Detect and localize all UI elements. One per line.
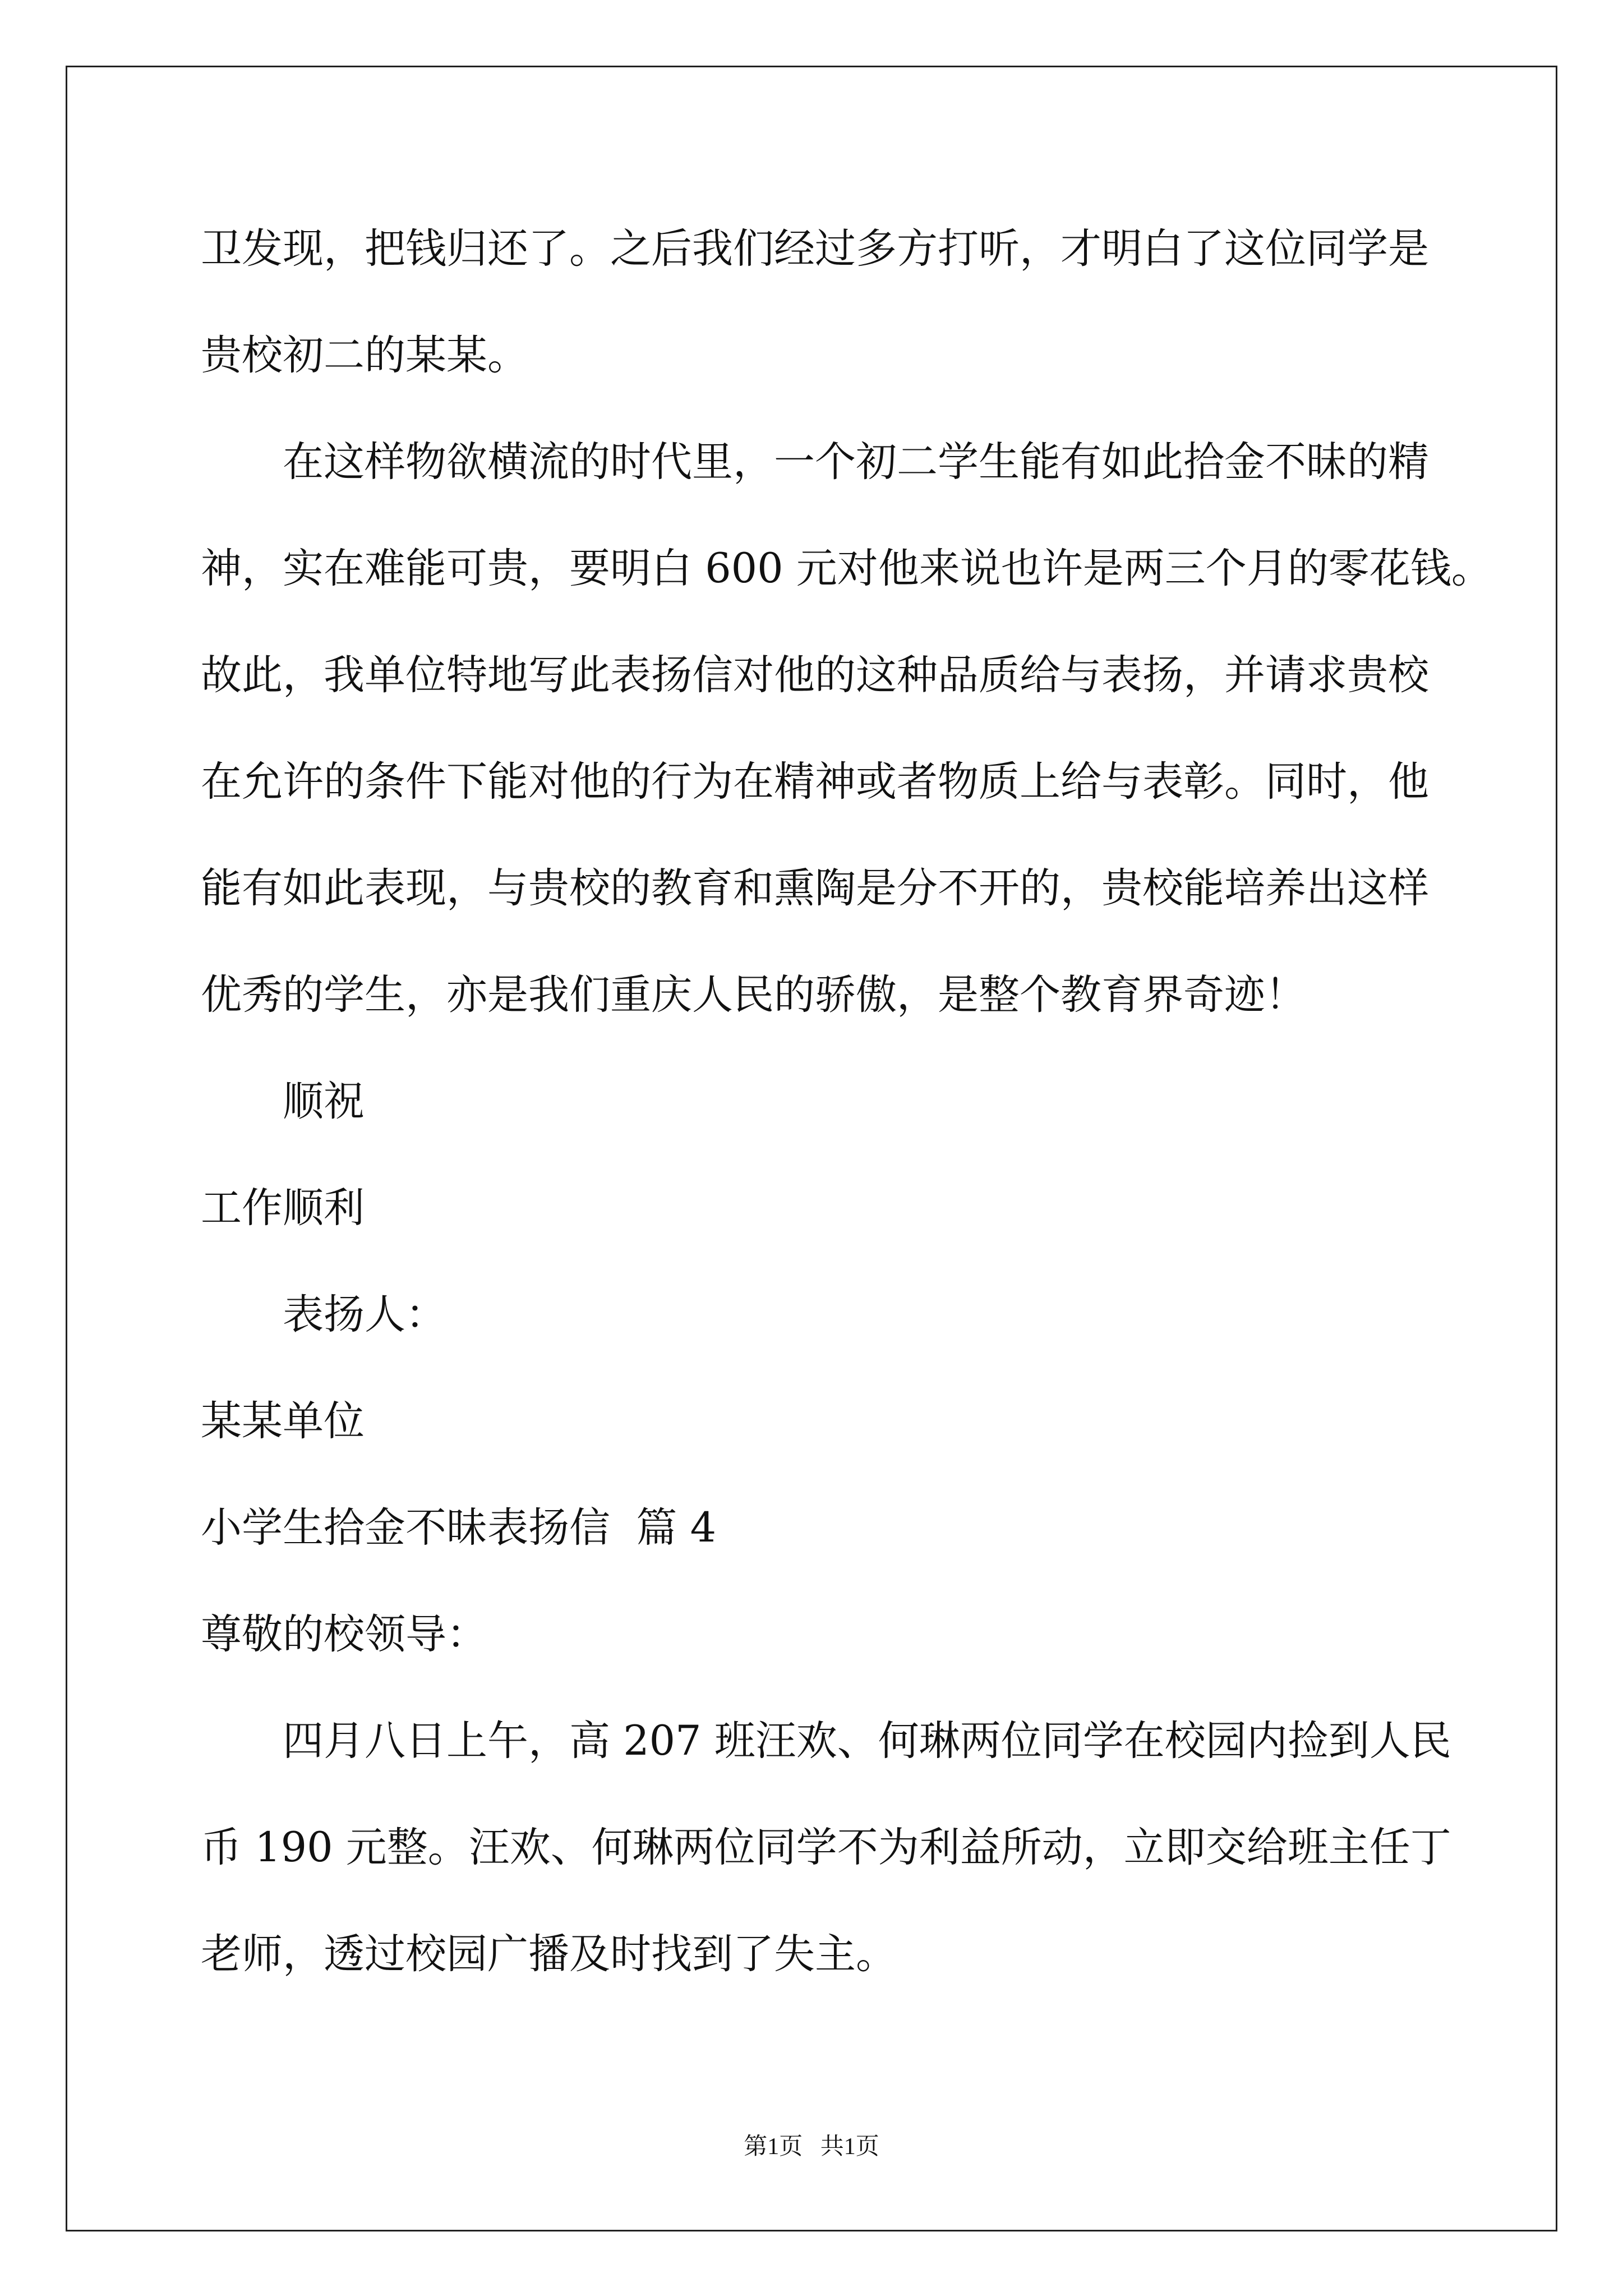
body-line: 四月八日上午，高 207 班汪欢、何琳两位同学在校园内捡到人民	[283, 1717, 1451, 1765]
body-line: 币 190 元整。汪欢、何琳两位同学不为利益所动，立即交给班主任丁	[201, 1824, 1451, 1871]
signer-label: 表扬人：	[283, 1291, 446, 1338]
body-line: 故此，我单位特地写此表扬信对他的这种品质给与表扬，并请求贵校	[201, 651, 1429, 699]
footer-page-indicator: 第1页 共1页	[744, 2134, 879, 2160]
closing-salutation: 顺祝	[283, 1078, 365, 1125]
body-line: 优秀的学生，亦是我们重庆人民的骄傲，是整个教育界奇迹！	[201, 971, 1306, 1019]
body-line: 神，实在难能可贵，要明白 600 元对他来说也许是两三个月的零花钱。	[201, 545, 1492, 592]
closing-wish: 工作顺利	[201, 1184, 365, 1232]
body-line: 在这样物欲横流的时代里，一个初二学生能有如此拾金不昧的精	[283, 438, 1429, 486]
letter-title: 小学生拾金不昧表扬信 篇 4	[201, 1504, 717, 1552]
signer-name: 某某单位	[201, 1397, 365, 1445]
document-body	[201, 196, 1536, 2008]
body-line: 在允许的条件下能对他的行为在精神或者物质上给与表彰。同时，他	[201, 758, 1429, 806]
body-line: 贵校初二的某某。	[201, 332, 528, 379]
body-line: 卫发现，把钱归还了。之后我们经过多方打听，才明白了这位同学是	[201, 225, 1429, 273]
body-line: 老师，透过校园广播及时找到了失主。	[201, 1930, 897, 1978]
letter-greeting: 尊敬的校领导：	[201, 1611, 487, 1658]
body-line: 能有如此表现，与贵校的教育和熏陶是分不开的，贵校能培养出这样	[201, 864, 1429, 912]
